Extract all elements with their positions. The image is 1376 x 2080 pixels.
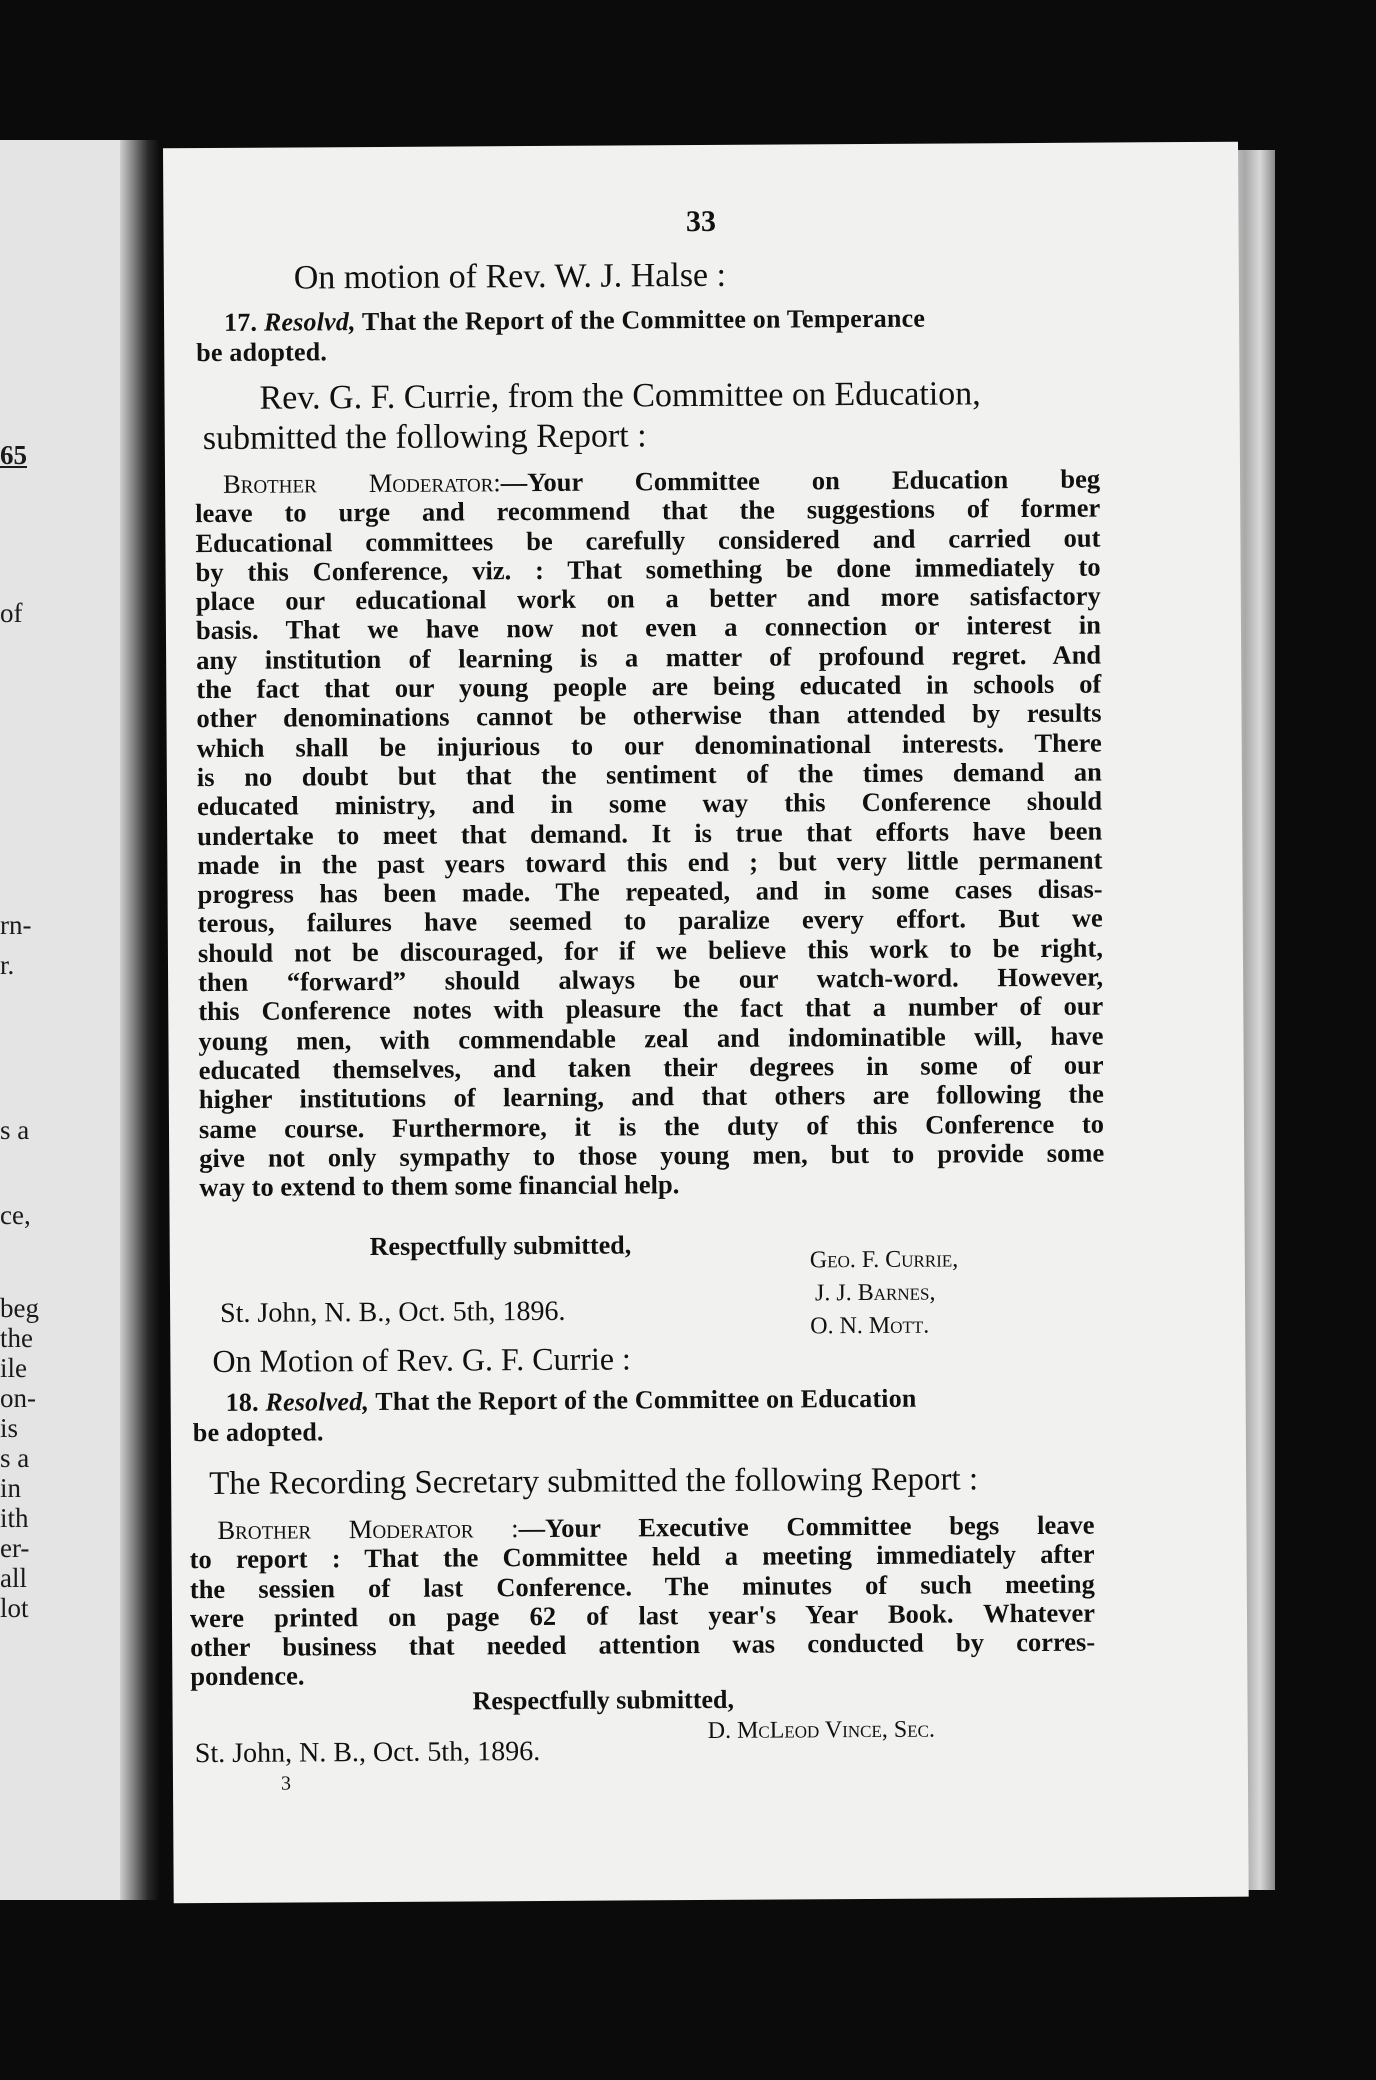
report-line: then “forward” should always be our watch-word. However, <box>198 961 1104 998</box>
book-gutter-shadow <box>120 140 160 1900</box>
resolution-18 <box>226 1384 917 1418</box>
report-line: which shall be injurious to our denominational interests. There <box>196 727 1102 763</box>
report-line: give not only sympathy to those young men, but to provide some <box>199 1137 1105 1173</box>
report-line: basis. That we have now not even a connection or interest in <box>195 610 1102 646</box>
left-fragment: in <box>0 1473 22 1503</box>
motion-heading-2: On Motion of Rev. G. F. Currie : <box>212 1340 631 1380</box>
salutation: Brother Moderator : <box>217 1513 519 1545</box>
report-line: by this Conference, viz. : That something be done immediately to <box>195 551 1101 587</box>
resolution-17 <box>224 304 925 338</box>
signatory-vince: D. McLeod Vince, Sec. <box>707 1716 936 1744</box>
left-fragment: ce, <box>0 1200 31 1230</box>
report-line: —Your Executive Committee begs leave <box>518 1509 1095 1544</box>
left-fragment: the <box>0 1323 33 1353</box>
left-fragment: rn- <box>0 910 32 940</box>
left-fragment: on- <box>0 1383 36 1413</box>
education-closing: Respectfully submitted, <box>369 1230 632 1262</box>
education-intro-line-2: submitted the following Report : <box>202 417 647 458</box>
report-line: any institution of learning is a matter of profound regret. And <box>196 639 1102 675</box>
report-line: Educational committees be carefully considered and carried out <box>195 522 1101 558</box>
left-fragment: all <box>0 1563 27 1593</box>
secretary-report <box>189 1511 1095 1692</box>
report-line: —Your Committee on Education beg <box>500 463 1101 498</box>
report-line: place our educational work on a better and more satisfactory <box>195 580 1101 617</box>
report-line: same course. Furthermore, it is the duty of this Conference to <box>198 1108 1105 1144</box>
resolution-number: 17. <box>223 307 258 337</box>
resolved-word: Resolved, <box>265 1387 370 1417</box>
signatory-mott: O. N. Mott. <box>810 1312 930 1340</box>
report-line: other business that needed attention was conducted by corres- <box>190 1626 1096 1663</box>
resolved-word: Resolvd, <box>263 307 356 337</box>
left-fragment: ile <box>0 1353 27 1383</box>
report-line: educated ministry, and in some way this Conference should <box>196 785 1103 822</box>
report-line: terous, failures have seemed to paralize every effort. But we <box>197 903 1103 939</box>
report-last-line: pondence. <box>190 1660 305 1692</box>
left-fragment: ith <box>0 1503 29 1533</box>
left-fragment: s a <box>0 1115 30 1145</box>
left-fragment: lot <box>0 1593 29 1623</box>
report-line: higher institutions of learning, and that others are following the <box>198 1078 1104 1115</box>
report-line: leave to urge and recommend that the suggestions of former <box>195 492 1101 529</box>
report-line: progress has been made. The repeated, and in some cases disas- <box>197 873 1103 910</box>
left-fragment: r. <box>0 950 15 980</box>
secretary-place-date: St. John, N. B., Oct. 5th, 1896. <box>194 1736 541 1770</box>
left-fragment: of <box>0 598 23 628</box>
resolution-text: That the Report of the Committee on Education <box>375 1383 917 1417</box>
education-report <box>195 465 1104 1203</box>
report-last-line: way to extend to them some financial help. <box>199 1169 680 1203</box>
report-line: made in the past years toward this end ; but very little permanent <box>197 844 1103 880</box>
resolution-number: 18. <box>225 1387 259 1417</box>
left-fragment: s a <box>0 1443 30 1473</box>
report-line: other denominations cannot be otherwise than attended by results <box>196 697 1102 734</box>
secretary-heading: The Recording Secretary submitted the following Report : <box>209 1461 979 1503</box>
left-fragment: beg <box>0 1293 39 1323</box>
signatory-currie: Geo. F. Currie, <box>809 1246 959 1274</box>
resolution-18-continuation: be adopted. <box>192 1417 324 1448</box>
report-line: to report : That the Committee held a meeting immediately after <box>189 1538 1095 1575</box>
motion-heading-1: On motion of Rev. W. J. Halse : <box>293 256 727 297</box>
report-line: young men, with commendable zeal and indominatible will, have <box>198 1020 1104 1056</box>
left-fragment: is <box>0 1413 19 1443</box>
left-fragment: er- <box>0 1533 30 1563</box>
report-line: this Conference notes with pleasure the fact that a number of our <box>198 990 1104 1027</box>
report-line: should not be discouraged, for if we believe this work to be right, <box>197 932 1104 968</box>
salutation: Brother Moderator: <box>222 467 501 499</box>
report-line: the sessien of last Conference. The minutes of such meeting <box>189 1568 1095 1604</box>
report-line: were printed on page 62 of last year's Year Book. Whatever <box>189 1597 1096 1634</box>
signature-mark: 3 <box>280 1772 292 1795</box>
signatory-barnes: J. J. Barnes, <box>814 1279 936 1307</box>
left-fragment: 65 <box>0 440 27 470</box>
education-intro-line-1: Rev. G. F. Currie, from the Committee on Education, <box>259 375 981 417</box>
left-facing-page <box>0 140 140 1900</box>
education-place-date: St. John, N. B., Oct. 5th, 1896. <box>220 1295 566 1329</box>
report-line: is no doubt but that the sentiment of the times demand an <box>196 756 1102 793</box>
resolution-17-continuation: be adopted. <box>196 337 328 368</box>
secretary-closing: Respectfully submitted, <box>472 1684 735 1716</box>
book-page <box>163 142 1249 1904</box>
report-line: undertake to meet that demand. It is true that efforts have been <box>197 815 1103 851</box>
report-line: the fact that our young people are being educated in schools of <box>196 668 1102 705</box>
report-line: educated themselves, and taken their degrees in some of our <box>198 1049 1104 1086</box>
resolution-text: That the Report of the Committee on Temperance <box>361 303 926 337</box>
page-number: 33 <box>685 204 717 239</box>
